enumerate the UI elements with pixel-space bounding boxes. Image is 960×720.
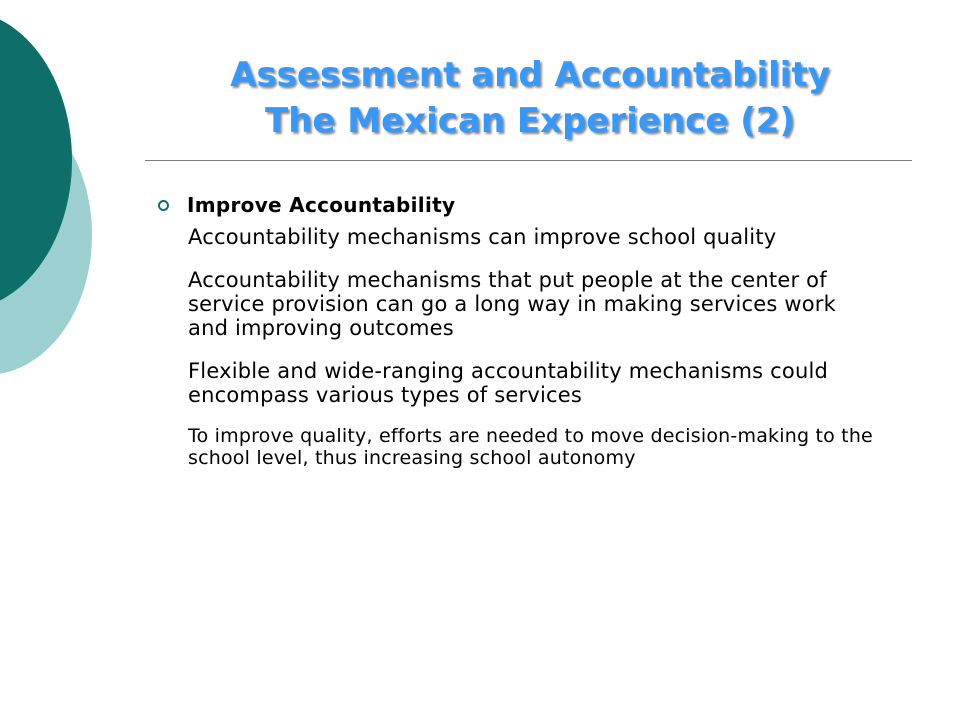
hollow-circle-icon <box>158 200 169 211</box>
sub-paragraph-3: Flexible and wide-ranging accountability mechanisms could encompass various types of services <box>188 359 829 407</box>
bullet-item <box>158 193 878 217</box>
title-divider <box>145 160 912 161</box>
sub-paragraph-1: Accountability mechanisms can improve school quality <box>188 225 777 249</box>
title-line-2: The Mexican Experience (2) <box>265 101 795 141</box>
sub-paragraph-4: To improve quality, efforts are needed to move decision-making to the school level, thus increasing school autonomy <box>188 425 873 469</box>
sub-paragraph-2: Accountability mechanisms that put people at the center of service provision can go a long way in making services work and improving outcomes <box>188 268 836 340</box>
title-line-1: Assessment and Accountability <box>230 55 830 95</box>
bullet-heading: Improve Accountability <box>187 193 456 217</box>
slide-body <box>158 193 878 469</box>
slide-title <box>140 52 920 144</box>
